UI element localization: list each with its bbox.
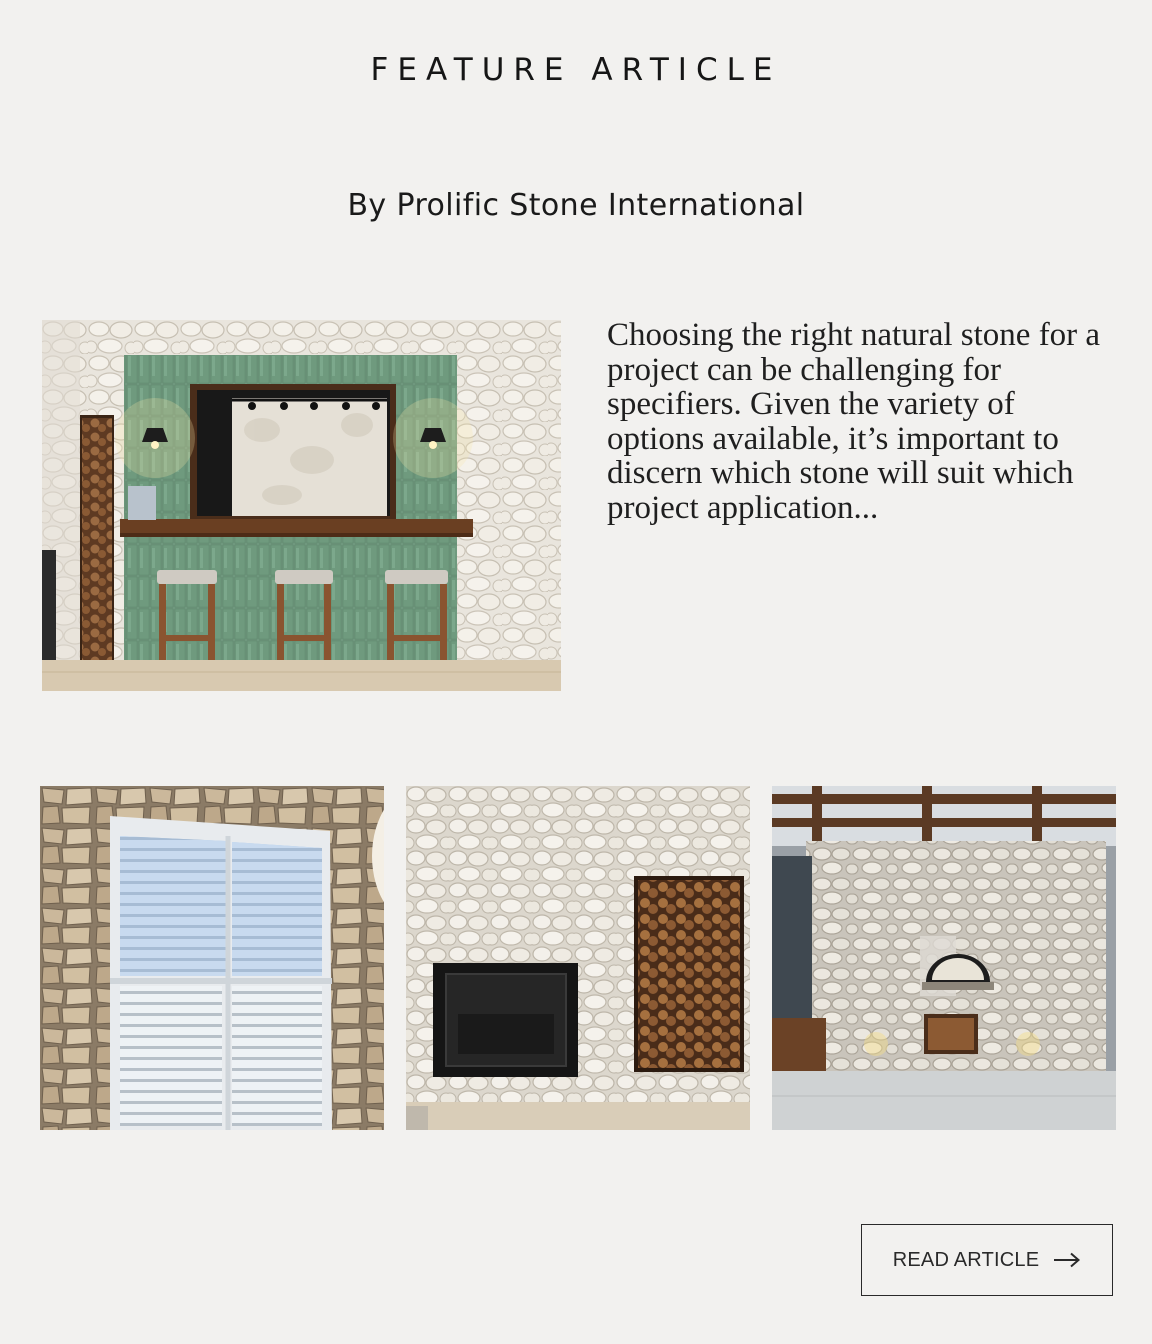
read-article-button[interactable] [861,1224,1113,1296]
hero-image[interactable] [42,320,561,691]
thumbnail-pizza-oven[interactable] [772,786,1116,1130]
stone-fireplace-photo [406,786,750,1130]
article-excerpt: Choosing the right natural stone for a project can be challenging for specifiers. Given the variety of options available, it’s important to discern which stone will suit which project application... [607,317,1101,526]
stone-window-photo [40,786,384,1130]
arrow-right-icon [1053,1252,1081,1268]
thumbnail-window[interactable] [40,786,384,1130]
stone-bar-photo [42,320,561,691]
stone-pizza-oven-photo [772,786,1116,1130]
section-kicker: FEATURE ARTICLE [370,52,782,88]
read-article-label: READ ARTICLE [892,1248,1040,1271]
article-byline: By Prolific Stone International [347,188,805,223]
thumbnail-fireplace[interactable] [406,786,750,1130]
